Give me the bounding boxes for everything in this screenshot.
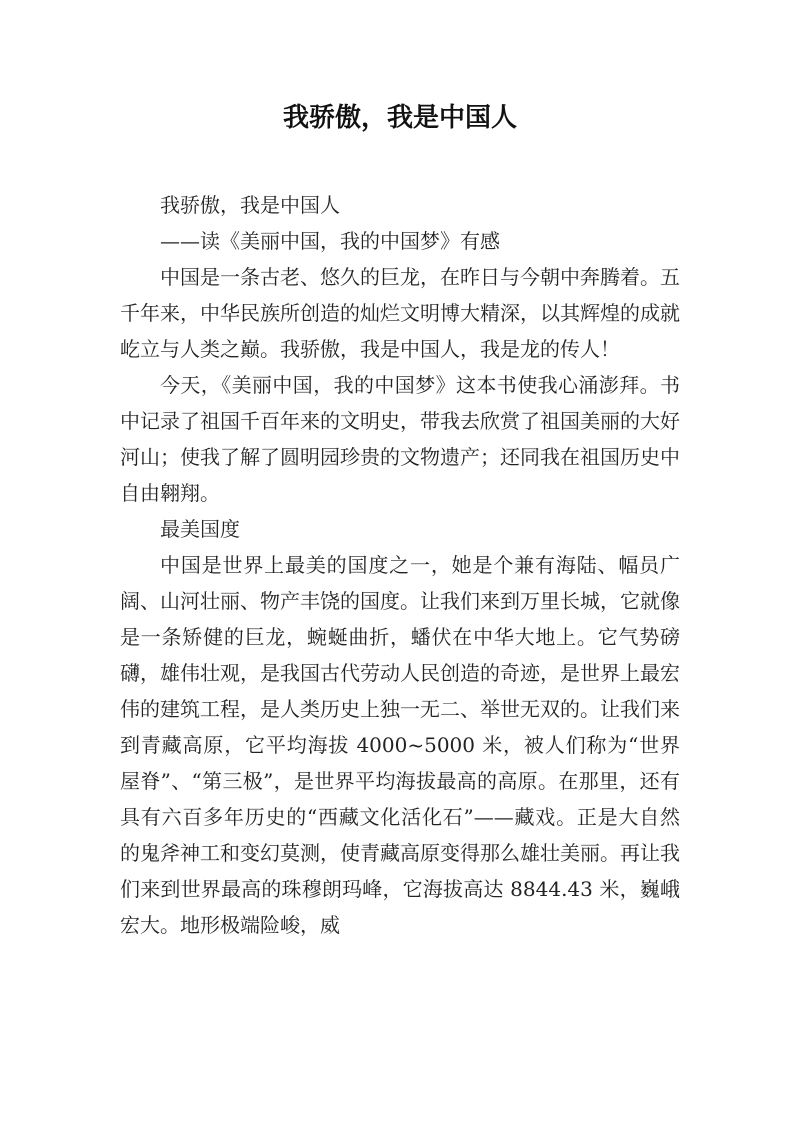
document-body bbox=[120, 187, 680, 943]
paragraph-heading-repeat: 我骄傲，我是中国人 bbox=[160, 193, 340, 217]
document-title: 我骄傲，我是中国人 bbox=[282, 103, 517, 133]
paragraph-subtitle: ——读《美丽中国，我的中国梦》有感 bbox=[160, 229, 500, 253]
paragraph-section-heading: 最美国度 bbox=[160, 517, 240, 541]
paragraph-most-beautiful: 中国是世界上最美的国度之一，她是个兼有海陆、幅员广阔、山河壮丽、物产丰饶的国度。让我们来到万里长城，它就像是一条矫健的巨龙，蜿蜒曲折，蟠伏在中华大地上。它气势磅礴，雄伟壮观，是我国古代劳动人民创造的奇迹，是世界上最宏伟的建筑工程，是人类历史上独一无二、举世无双的。让我们来到青藏高原，它平均海拔 4000~5000 米，被人们称为“世界屋脊”、“第三极”，是世界平均海拔最高的高原。在那里，还有具有六百多年历史的“西藏文化活化石”——藏戏。正是大自然的鬼斧神工和变幻莫测，使青藏高原变得那么雄壮美丽。再让我们来到世界最高的珠穆朗玛峰，它海拔高达 8844.43 米，巍峨宏大。地形极端险峻，威 bbox=[120, 553, 680, 937]
paragraph-intro: 中国是一条古老、悠久的巨龙，在昨日与今朝中奔腾着。五千年来，中华民族所创造的灿烂文明博大精深，以其辉煌的成就屹立与人类之巅。我骄傲，我是中国人，我是龙的传人！ bbox=[120, 265, 680, 361]
paragraph-book: 今天，《美丽中国，我的中国梦》这本书使我心涌澎拜。书中记录了祖国千百年来的文明史，带我去欣赏了祖国美丽的大好河山；使我了解了圆明园珍贵的文物遗产；还同我在祖国历史中自由翱翔。 bbox=[120, 373, 680, 505]
